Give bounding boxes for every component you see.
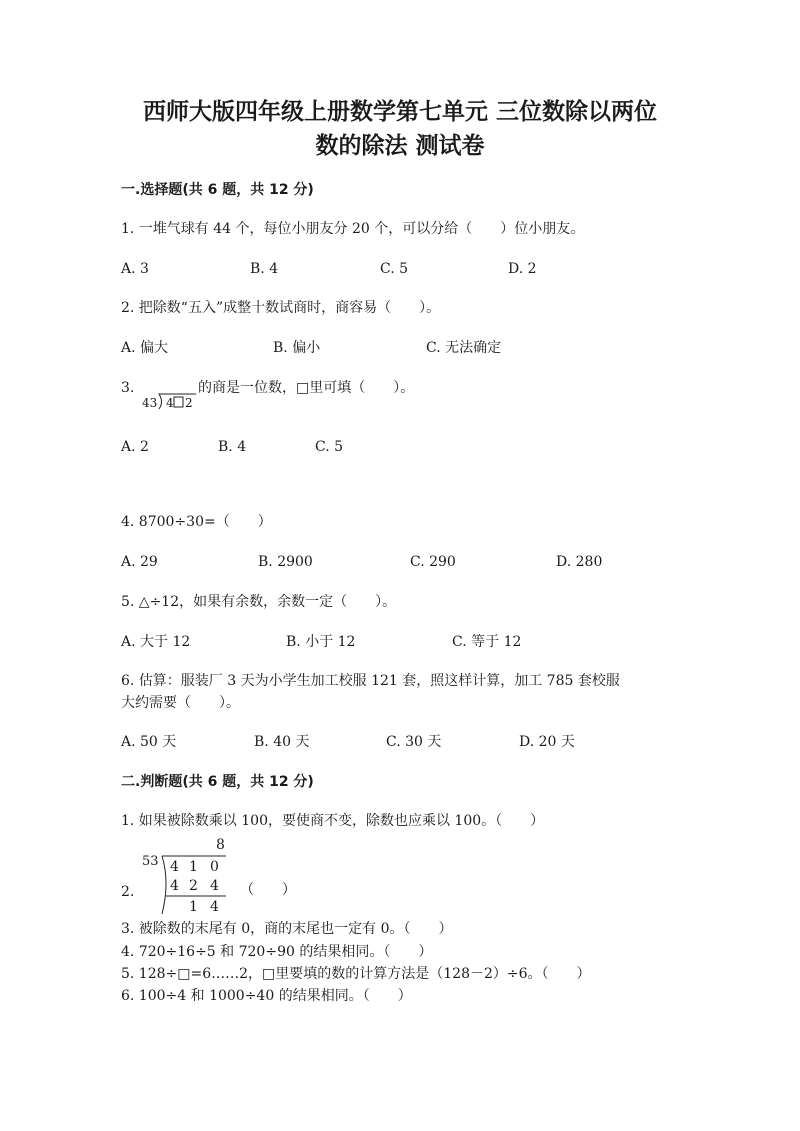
q2-option-c: C. 无法确定 [426, 340, 502, 356]
q3-option-b: B. 4 [218, 439, 247, 455]
j2-row3-digit-1: 1 [189, 899, 198, 915]
j2-long-division [140, 834, 240, 918]
choice-question-6-line-2: 大约需要（ ）。 [121, 695, 240, 711]
q5-option-c: C. 等于 12 [452, 634, 522, 650]
q6-option-a: A. 50 天 [121, 734, 177, 750]
judgment-question-6: 6. 100÷4 和 1000÷40 的结果相同。（ ） [121, 988, 412, 1004]
choice-question-3-text: 的商是一位数，□里可填（ ）。 [198, 380, 415, 396]
choice-question-5: 5. △÷12，如果有余数，余数一定（ ）。 [121, 594, 397, 610]
j2-division-bracket [162, 856, 166, 914]
q3-dividend-digit-a: 4 [166, 396, 174, 410]
judgment-question-1: 1. 如果被除数乘以 100，要使商不变，除数也应乘以 100。（ ） [121, 813, 545, 829]
q1-option-d: D. 2 [508, 261, 537, 277]
j2-row1-digit-2: 1 [189, 859, 198, 875]
judgment-question-5: 5. 128÷□=6……2，□里要填的数的计算方法是（128－2）÷6。（ ） [121, 966, 591, 982]
q4-option-a: A. 29 [121, 554, 158, 570]
judgment-question-2-number: 2. [121, 884, 135, 900]
q6-option-d: D. 20 天 [519, 734, 575, 750]
judgment-question-4: 4. 720÷16÷5 和 720÷90 的结果相同。（ ） [121, 944, 433, 960]
q6-option-c: C. 30 天 [386, 734, 442, 750]
q1-option-c: C. 5 [380, 261, 409, 277]
q5-option-a: A. 大于 12 [121, 634, 191, 650]
choice-question-3-number: 3. [121, 380, 135, 396]
judgment-question-2-paren: （ ） [240, 882, 296, 898]
q5-option-b: B. 小于 12 [286, 634, 356, 650]
j2-divisor: 53 [142, 854, 159, 869]
q3-division-expression [140, 388, 200, 412]
j2-row2-digit-1: 4 [170, 878, 179, 894]
page-title-line-2: 数的除法 测试卷 [315, 133, 485, 159]
section-header-choice: 一.选择题(共 6 题，共 12 分) [121, 182, 314, 198]
q4-option-d: D. 280 [556, 554, 603, 570]
q3-dividend-digit-b: 2 [185, 396, 193, 410]
j2-row1-digit-1: 4 [170, 859, 179, 875]
q1-option-a: A. 3 [121, 261, 149, 277]
j2-row3-digit-2: 4 [210, 899, 219, 915]
j2-row2-digit-2: 2 [189, 878, 198, 894]
q6-option-b: B. 40 天 [254, 734, 310, 750]
q3-option-c: C. 5 [315, 439, 344, 455]
q2-option-a: A. 偏大 [121, 340, 169, 356]
q3-option-a: A. 2 [121, 439, 149, 455]
section-header-judgment: 二.判断题(共 6 题，共 12 分) [121, 774, 314, 790]
q3-divisor: 43 [142, 396, 158, 410]
q1-option-b: B. 4 [250, 261, 279, 277]
q4-option-b: B. 2900 [258, 554, 313, 570]
judgment-question-3: 3. 被除数的末尾有 0，商的末尾也一定有 0。（ ） [121, 921, 453, 937]
j2-row1-digit-3: 0 [210, 859, 219, 875]
choice-question-4: 4. 8700÷30=（ ） [121, 514, 272, 530]
page-title-line-1: 西师大版四年级上册数学第七单元 三位数除以两位 [142, 99, 657, 125]
choice-question-2: 2. 把除数“五入”成整十数试商时，商容易（ ）。 [121, 300, 441, 316]
j2-row2-digit-3: 4 [210, 878, 219, 894]
choice-question-6-line-1: 6. 估算：服装厂 3 天为小学生加工校服 121 套，照这样计算，加工 785 套校服 [121, 673, 620, 689]
j2-quotient: 8 [216, 837, 225, 853]
q4-option-c: C. 290 [410, 554, 456, 570]
q3-blank-box [174, 397, 183, 407]
q2-option-b: B. 偏小 [273, 340, 321, 356]
choice-question-1: 1. 一堆气球有 44 个，每位小朋友分 20 个，可以分给（ ）位小朋友。 [121, 221, 585, 237]
